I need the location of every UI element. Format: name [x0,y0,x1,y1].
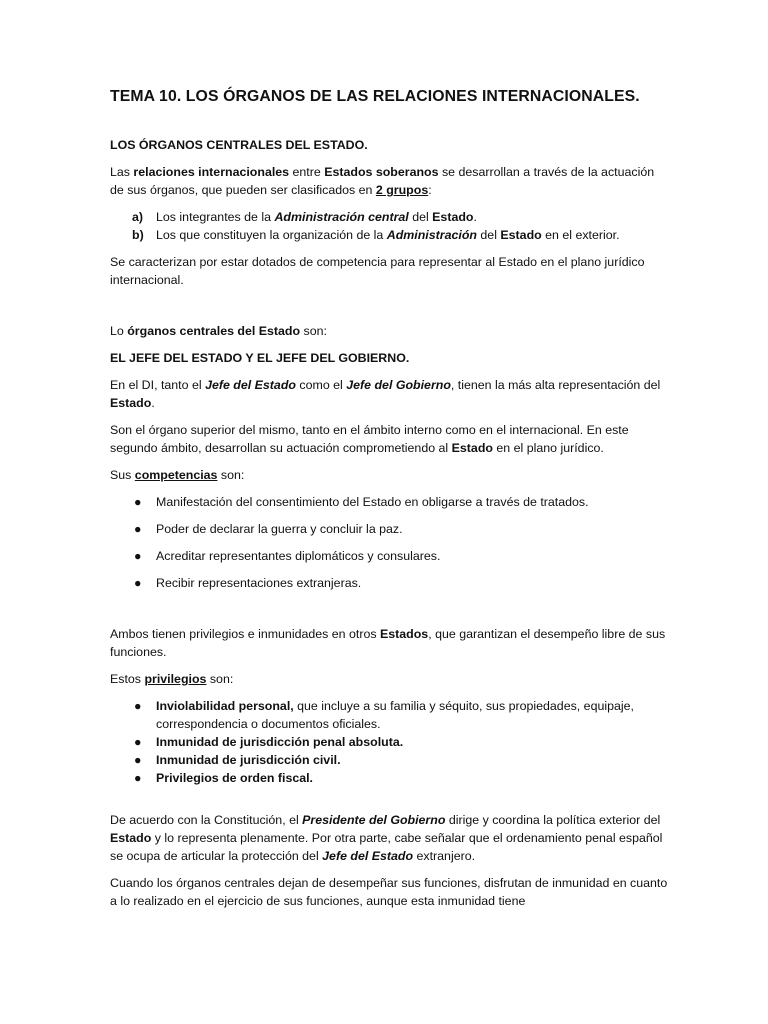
bold-italic-text: Jefe del Estado [322,849,414,863]
list-marker: a) [132,210,144,224]
bold-text: Estados [380,627,429,641]
text: son: [206,672,234,686]
list-item [110,520,670,538]
text: : [428,183,432,197]
page-title: TEMA 10. LOS ÓRGANOS DE LAS RELACIONES INTERNACIONALES. [110,88,640,105]
bullet-icon: ● [134,576,142,590]
bold-text: Inmunidad de jurisdicción civil. [156,753,341,767]
text: se desarrollan a través de la actuación de sus órganos, que pueden ser clasificados en [110,165,655,197]
bullet-icon: ● [134,771,142,785]
text: en el plano jurídico. [492,441,604,455]
list-marker: b) [132,228,144,242]
section-heading-organos-centrales: LOS ÓRGANOS CENTRALES DEL ESTADO. [110,138,368,152]
text: Los integrantes de la [156,210,275,224]
document-body [110,86,670,919]
paragraph-organo-superior [110,421,670,457]
text: como el [295,378,347,392]
bullet-icon: ● [134,753,142,767]
list-item [110,226,670,244]
bullet-icon: ● [134,735,142,749]
text: Lo [110,324,128,338]
spacer [110,601,670,625]
text: son: [217,468,245,482]
paragraph-inmunidad-final: Cuando los órganos centrales dejan de desempeñar sus funciones, disfrutan de inmunidad en cuanto a lo realizado en el ejercicio de sus funciones, aunque esta inmunidad tiene [110,876,668,908]
text: Las [110,165,134,179]
spacer [110,787,670,811]
underlined-bold-text: competencias [134,468,218,482]
paragraph-constitucion [110,811,670,865]
bold-italic-text: Presidente del Gobierno [302,813,446,827]
text: y lo representa plenamente. Por otra parte, cabe señalar que el ordenamiento penal español se ocupa de articular la protección del [110,831,663,863]
list-item-text: Acreditar representantes diplomáticos y consulares. [156,549,441,563]
text: dirige y coordina la política exterior del [445,813,661,827]
underlined-bold-text: 2 grupos [375,183,429,197]
text: . [473,210,477,224]
list-item [110,697,670,733]
list-item [110,733,670,751]
paragraph-intro [110,163,670,199]
bold-text: órganos centrales del Estado [127,324,301,338]
list-item [110,574,670,592]
bold-italic-text: Administración central [274,210,409,224]
bold-text: Estados soberanos [324,165,439,179]
bold-text: Estado [110,396,152,410]
list-item-text: Recibir representaciones extranjeras. [156,576,362,590]
text: en el exterior. [541,228,620,242]
text: del [408,210,433,224]
bold-italic-text: Jefe del Gobierno [346,378,451,392]
bold-italic-text: Jefe del Estado [205,378,296,392]
list-item [110,769,670,787]
text: Son el órgano superior del mismo, tanto en el ámbito interno como en el internacional. En este segundo ámbito, desarrollan su actuación comprometiendo al [110,423,629,455]
text: Sus [110,468,135,482]
text: extranjero. [413,849,476,863]
text: , que garantizan el desempeño libre de sus funciones. [110,627,666,659]
list-item-text: Poder de declarar la guerra y concluir la paz. [156,522,403,536]
bold-text: Estado [500,228,542,242]
bullet-icon: ● [134,549,142,563]
privilegios-list [110,697,670,787]
list-item [110,493,670,511]
bullet-icon: ● [134,495,142,509]
spacer [110,298,670,322]
text: En el DI, tanto el [110,378,206,392]
paragraph-privilegios-intro [110,670,670,688]
text: De acuerdo con la Constitución, el [110,813,303,827]
section-heading-jefe-estado: EL JEFE DEL ESTADO Y EL JEFE DEL GOBIERNO. [110,351,410,365]
bold-text: Inmunidad de jurisdicción penal absoluta. [156,735,404,749]
list-item [110,208,670,226]
text: . [151,396,155,410]
paragraph-competencias-intro [110,466,670,484]
bold-text: Estado [110,831,152,845]
paragraph-representacion [110,376,670,412]
text: entre [289,165,325,179]
list-item [110,547,670,565]
text: del [476,228,501,242]
text: que incluye a su familia y séquito, sus propiedades, equipaje, correspondencia o documentos oficiales. [156,699,634,731]
paragraph-competencia: Se caracterizan por estar dotados de competencia para representar al Estado en el plano jurídico internacional. [110,255,645,287]
competencias-list [110,493,670,592]
bold-text: Privilegios de orden fiscal. [156,771,314,785]
bold-text: Inviolabilidad personal, [156,699,294,713]
list-item-text: Manifestación del consentimiento del Estado en obligarse a través de tratados. [156,495,589,509]
bold-text: relaciones internacionales [133,165,290,179]
text: Ambos tienen privilegios e inmunidades en otros [110,627,380,641]
underlined-bold-text: privilegios [144,672,207,686]
bold-text: Estado [451,441,493,455]
bullet-icon: ● [134,522,142,536]
text: Los que constituyen la organización de la [156,228,387,242]
list-item [110,751,670,769]
bullet-icon: ● [134,699,142,713]
bold-text: Estado [432,210,474,224]
bold-italic-text: Administración [386,228,477,242]
text: Estos [110,672,145,686]
paragraph-organos-intro [110,322,670,340]
text: son: [300,324,327,338]
text: , tienen la más alta representación del [450,378,661,392]
paragraph-privilegios-inmunidades [110,625,670,661]
groups-list [110,208,670,244]
